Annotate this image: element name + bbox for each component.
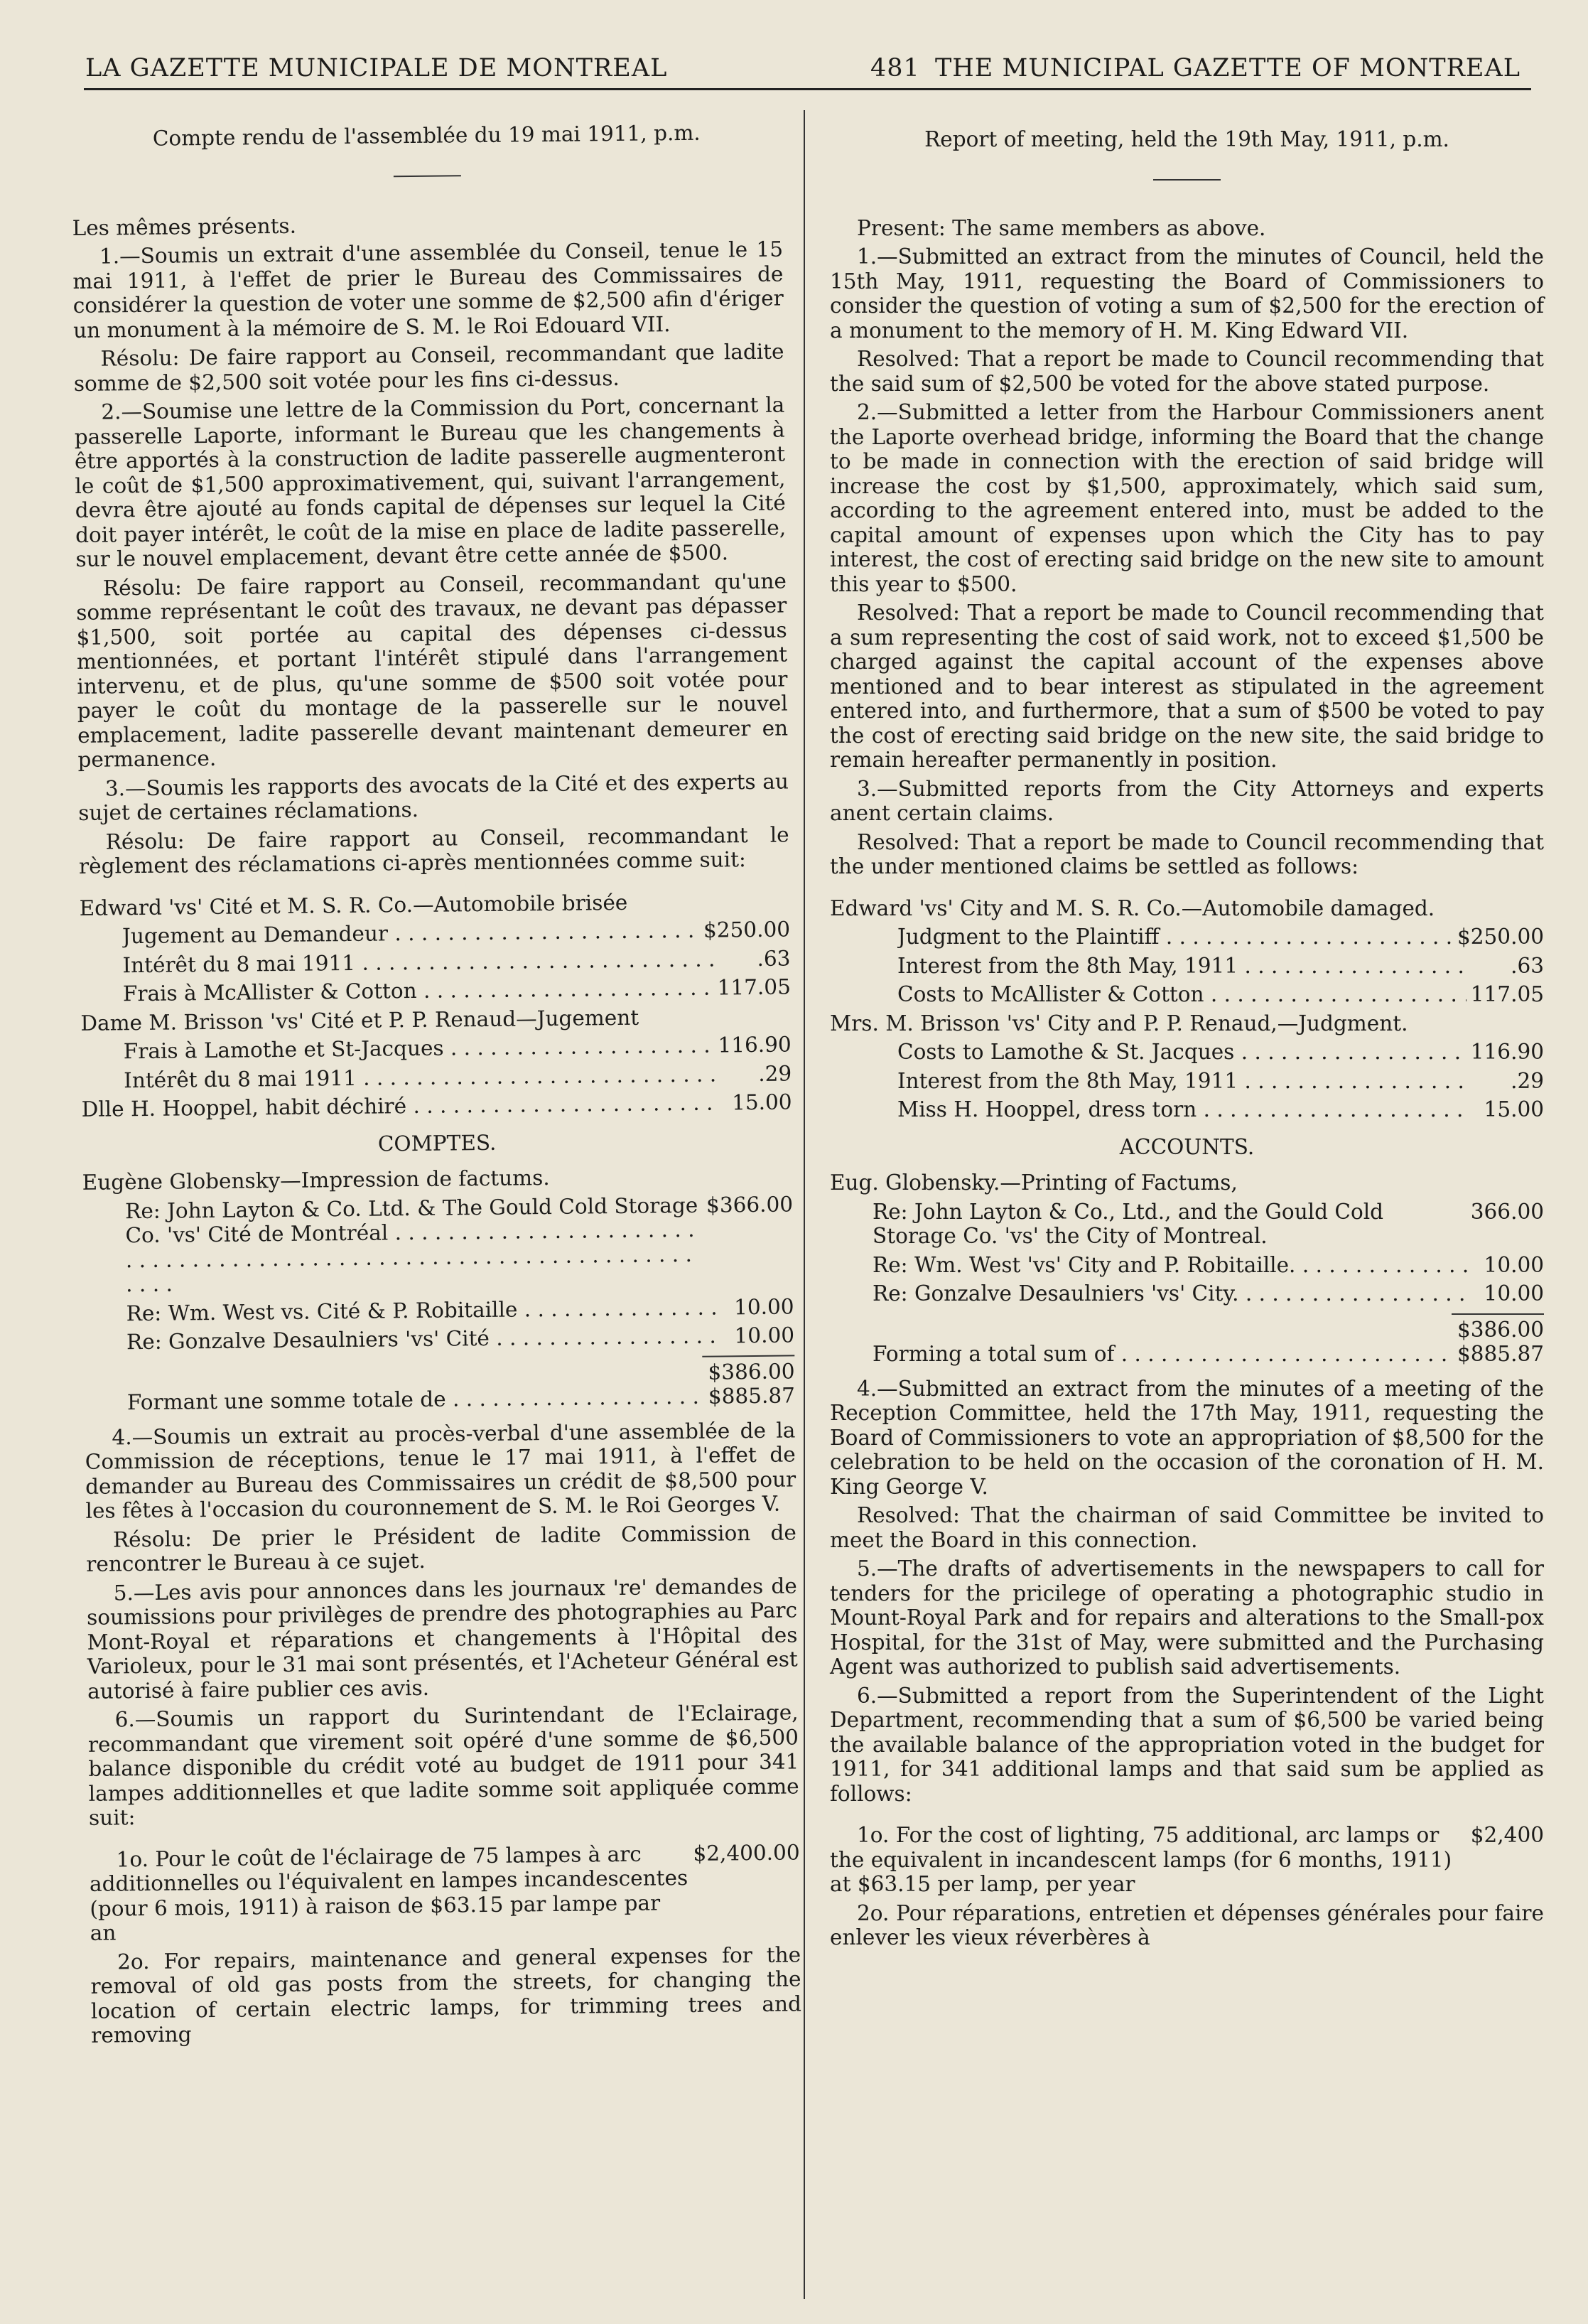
lighting-item-1: 1o. Pour le coût de l'éclairage de 75 lampes à arc additionnelles ou l'équivalent en lampes incandescentes (pour 6 mois, 1911) à raison de $63.15 par lampe par an $2,400.00 — [89, 1839, 800, 1945]
french-column — [71, 110, 801, 2053]
resolution-2: Resolved: That a report be made to Council recommending that a sum representing the cost of said work, not to exceed $1,500 be charged against the capital account of the expenses above mentioned and to bear interest as stipulated in the agreement entered into, and furthermore, that a sum of $500 be voted to pay the cost of erecting said bridge on the new site, the said bridge to remain hereafter permanently in position. — [830, 601, 1544, 772]
present-line: Les mêmes présents. — [72, 213, 297, 240]
page-number: 481 — [870, 54, 920, 82]
english-meeting-title: Report of meeting, held the 19th May, 1911, p.m. — [924, 127, 1449, 151]
account-row: Re: John Layton & Co., Ltd., and the Gould Cold Storage Co. 'vs' the City of Montreal. 366.00 — [873, 1199, 1544, 1248]
column-divider — [804, 110, 805, 2299]
claim-row: Costs to Lamothe & St. Jacques . . . 116.90 — [830, 1040, 1544, 1065]
item-1: 1.—Soumis un extrait d'une assemblée du Conseil, tenue le 15 mai 1911, à l'effet de prier le Bureau des Commissaires de considérer la question de voter une somme de $2,500 afin d'ériger un monument à la mémoire de S. M. le Roi Edouard VII. — [72, 237, 784, 343]
accounts-subtotal: $386.00 — [830, 1313, 1544, 1343]
item-5: 5.—The drafts of advertisements in the newspapers to call for tenders for the pricilege of operating a photographic studio in Mount-Royal Park and for repairs and alterations to the Small-pox Hospital, for the 31st of May, were submitted and the Purchasing Agent was authorized to publish said advertisements. — [830, 1556, 1544, 1679]
english-column — [830, 117, 1544, 1954]
claim-row: Judgment to the Plaintiff . . . $250.00 — [830, 925, 1544, 949]
claim-row: Costs to McAllister & Cotton . . . 117.05 — [830, 982, 1544, 1007]
account-row: Re: Gonzalve Desaulniers 'vs' Cité . . . 10.00 — [84, 1323, 794, 1355]
claim-1-heading: Edward 'vs' Cité et M. S. R. Co.—Automobile brisée — [79, 890, 628, 920]
lighting-item-2: 2o. For repairs, maintenance and general expenses for the removal of old gas posts from the streets, for changing the location of certain electric lamps, for trimming trees and removing — [90, 1942, 802, 2048]
header-french-title: LA GAZETTE MUNICIPALE DE MONTREAL — [85, 54, 668, 82]
accounts-head: Eug. Globensky.—Printing of Factums, — [830, 1171, 1238, 1195]
claim-2-heading: Dame M. Brisson 'vs' Cité et P. P. Renaud—Jugement — [80, 1005, 639, 1035]
claim-row: Frais à Lamothe et St-Jacques . . . 116.90 — [81, 1032, 792, 1064]
account-row: Re: Wm. West vs. Cité & P. Robitaille . . . 10.00 — [83, 1294, 794, 1326]
claim-row: Dlle H. Hooppel, habit déchiré . . . 15.00 — [81, 1090, 792, 1121]
accounts-subtotal: $386.00 — [84, 1355, 794, 1391]
claim-row: Frais à McAllister & Cotton . . . 117.05 — [80, 974, 791, 1006]
resolution-1: Resolved: That a report be made to Council recommending that the said sum of $2,500 be voted for the above stated purpose. — [830, 347, 1544, 396]
account-row: Re: Gonzalve Desaulniers 'vs' City. . . . 10.00 — [830, 1281, 1544, 1306]
title-rule — [1153, 179, 1221, 181]
lighting-item-1: 1o. For the cost of lighting, 75 additional, arc lamps or the equivalent in incandescent lamps (for 6 months, 1911) at $63.15 per lamp, per year $2,400 — [830, 1823, 1544, 1896]
item-3: 3.—Submitted reports from the City Attorneys and experts anent certain claims. — [830, 776, 1544, 825]
claim-row: Interest from the 8th May, 1911 . . . .29 — [830, 1069, 1544, 1094]
claim-2-heading: Mrs. M. Brisson 'vs' City and P. P. Renaud,—Judgment. — [830, 1011, 1408, 1035]
present-line: Present: The same members as above. — [857, 215, 1266, 240]
resolution-2: Résolu: De faire rapport au Conseil, recommandant qu'une somme représentant le coût des travaux, ne devant pas dépasser $1,500, soit portée au capital des dépenses ci-dessus mentionnées, et portant l'intérêt stipulé dans l'arrangement intervenu, et de plus, qu'une somme de $500 soit votée pour payer le coût du montage de la passerelle sur le nouvel emplacement, ladite passerelle devant maintenant demeurer en permanence. — [76, 568, 789, 772]
item-5: 5.—Les avis pour annonces dans les journaux 're' demandes de soumissions pour privilèges de prendre des photographies au Parc Mont-Royal et réparations et changements à l'Hôpital des Varioleux, pour le 31 mai sont présentés, et l'Acheteur Général est autorisé à faire publier ces avis. — [86, 1573, 798, 1704]
item-2: 2.—Submitted a letter from the Harbour Commissioners anent the Laporte overhead bridge, informing the Board that the change to be made in connection with the erection of said bridge will increase the cost by $1,500, approximately, which said sum, according to the agreement entered into, must be added to the capital amount of expenses upon which the City has to pay interest, the cost of erecting said bridge on the new site to amount this year to $500. — [830, 400, 1544, 596]
account-row: Re: Wm. West 'vs' City and P. Robitaille. . . . 10.00 — [830, 1253, 1544, 1278]
total-row: Formant une somme totale de . . . $885.87 — [85, 1383, 795, 1415]
page-header — [85, 44, 1521, 87]
resolution-3: Résolu: De faire rapport au Conseil, recommandant le règlement des réclamations ci-après mentionnées comme suit: — [78, 822, 789, 878]
resolution-3: Resolved: That a report be made to Council recommending that the under mentioned claims be settled as follows: — [830, 829, 1544, 878]
lighting-item-2: 2o. Pour réparations, entretien et dépenses générales pour faire enlever les vieux réverbères à — [830, 1900, 1544, 1949]
claim-row: Intérêt du 8 mai 1911 . . . .29 — [81, 1061, 792, 1093]
accounts-head: Eugène Globensky—Impression de factums. — [82, 1166, 550, 1195]
item-1: 1.—Submitted an extract from the minutes of Council, held the 15th May, 1911, requesting the Board of Commissioners to consider the question of voting a sum of $2,500 for the erection of a monument to the memory of H. M. King Edward VII. — [830, 244, 1544, 343]
accounts-heading: COMPTES. — [377, 1130, 497, 1156]
claim-row: Intérêt du 8 mai 1911 . . . .63 — [80, 946, 790, 978]
resolution-1: Résolu: De faire rapport au Conseil, recommandant que ladite somme de $2,500 soit votée pour les fins ci-dessus. — [73, 339, 784, 396]
item-2: 2.—Soumise une lettre de la Commission du Port, concernant la passerelle Laporte, informant le Bureau que les changements à être apportés à la construction de ladite passerelle augmenteront le coût de $1,500 approximativement, qui, suivant l'arrangement, devra être ajouté au fonds capital de dépenses sur lequel la Cité doit payer intérêt, le coût de la mise en place de ladite passerelle, sur le nouvel emplacement, devant être cette année de $500. — [74, 392, 787, 571]
account-row: Re: John Layton & Co. Ltd. & The Gould Cold Storage Co. 'vs' Cité de Montréal . . . $366.00 — [82, 1192, 794, 1297]
french-meeting-title: Compte rendu de l'assemblée du 19 mai 1911, p.m. — [152, 120, 701, 151]
claim-row: Jugement au Demandeur . . . $250.00 — [80, 917, 790, 949]
item-4: 4.—Submitted an extract from the minutes of a meeting of the Reception Committee, held the 17th May, 1911, requesting the Board of Commissioners to vote an appropriation of $8,500 for the celebration to be held on the occasion of the coronation of H. M. King George V. — [830, 1376, 1544, 1499]
item-3: 3.—Soumis les rapports des avocats de la Cité et des experts au sujet de certaines réclamations. — [78, 768, 789, 825]
header-english-title: THE MUNICIPAL GAZETTE OF MONTREAL — [934, 54, 1521, 82]
resolution-4: Résolu: De prier le Président de ladite Commission de rencontrer le Bureau à ce sujet. — [86, 1519, 797, 1576]
accounts-heading: ACCOUNTS. — [1119, 1134, 1255, 1159]
item-6: 6.—Soumis un rapport du Surintendant de l'Eclairage, recommandant que virement soit opéré d'une somme de $6,500 balance disponible du crédit voté au budget de 1911 pour 341 lampes additionnelles et que ladite somme soit appliquée comme suit: — [87, 1700, 799, 1830]
claim-1-heading: Edward 'vs' City and M. S. R. Co.—Automobile damaged. — [830, 895, 1435, 920]
total-row: Forming a total sum of . . . $885.87 — [830, 1342, 1544, 1367]
title-rule — [393, 175, 460, 177]
item-6: 6.—Submitted a report from the Superintendent of the Light Department, recommending that a sum of $6,500 be varied being the available balance of the appropriation voted in the budget for 1911, for 341 additional lamps and that said sum be applied as follows: — [830, 1683, 1544, 1806]
claim-row: Miss H. Hooppel, dress torn . . . 15.00 — [830, 1097, 1544, 1122]
claim-row: Interest from the 8th May, 1911 . . . .63 — [830, 954, 1544, 979]
header-rule — [84, 88, 1531, 90]
item-4: 4.—Soumis un extrait au procès-verbal d'une assemblée de la Commission de réceptions, tenue le 17 mai 1911, à l'effet de demander au Bureau des Commissaires un crédit de $8,500 pour les fêtes à l'occasion du couronnement de S. M. le Roi Georges V. — [85, 1417, 796, 1523]
resolution-4: Resolved: That the chairman of said Committee be invited to meet the Board in this connection. — [830, 1503, 1544, 1552]
